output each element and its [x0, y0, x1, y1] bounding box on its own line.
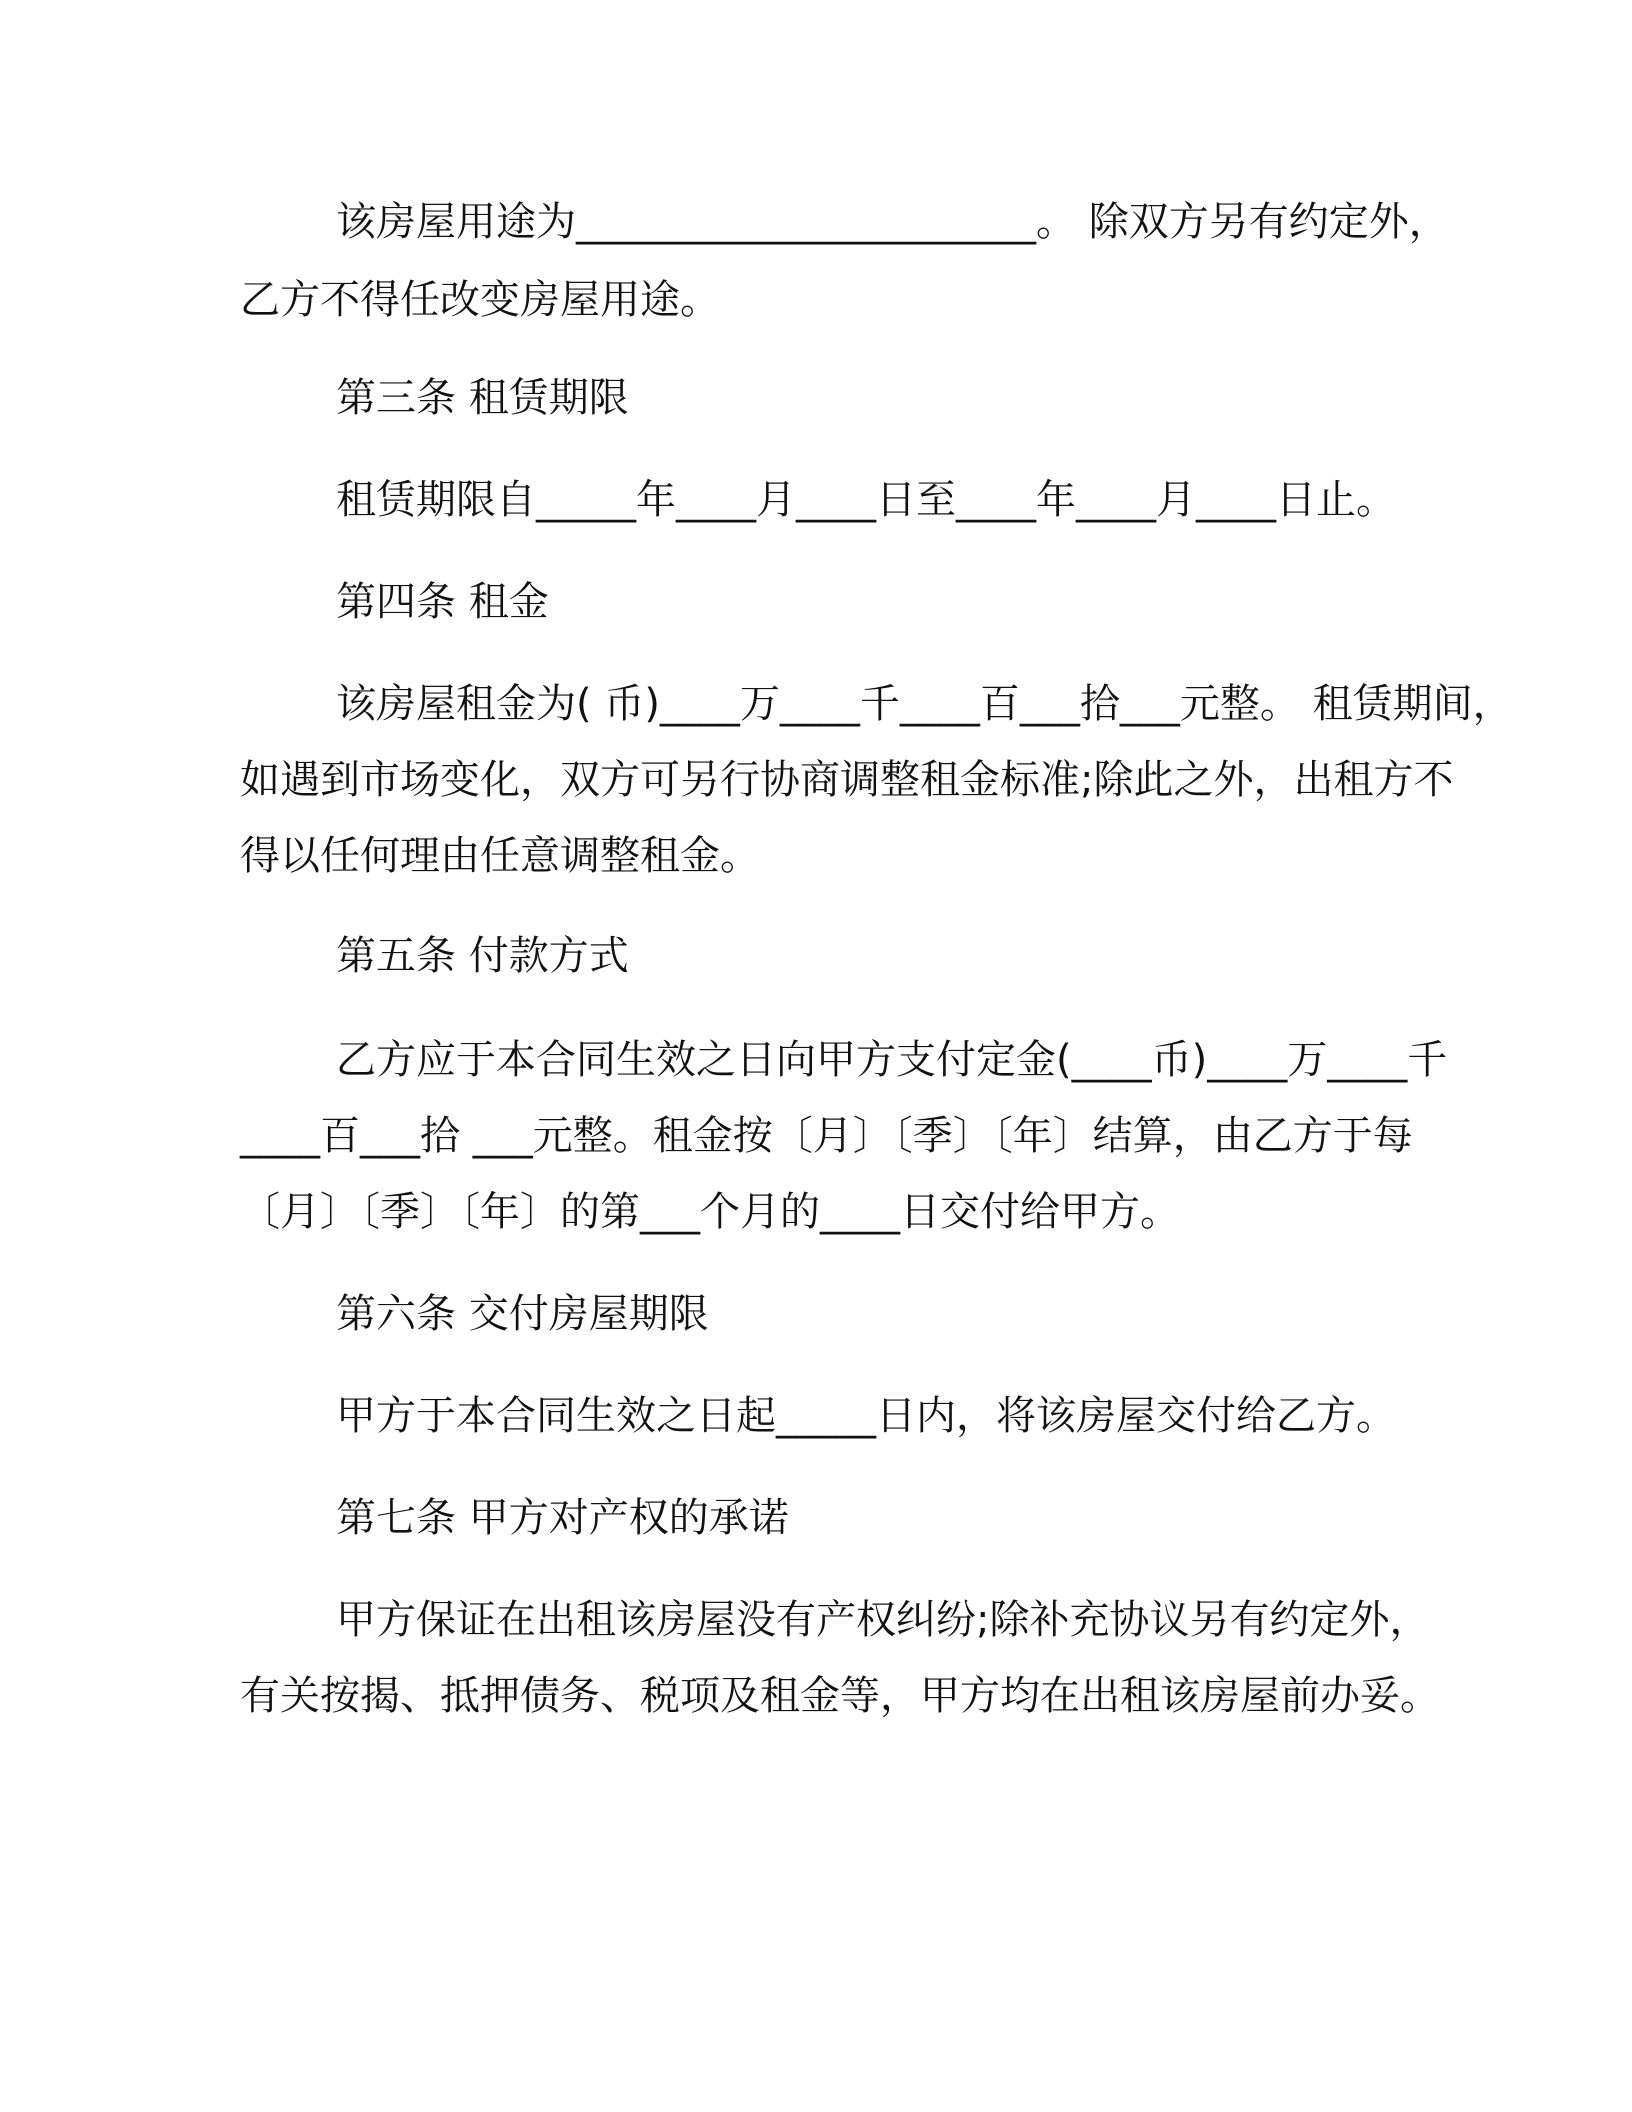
article-3-heading: 第三条 租赁期限	[336, 375, 629, 421]
delivery-line: 甲方于本合同生效之日起_____日内，将该房屋交付给乙方。	[336, 1393, 1396, 1439]
payment-line-1: 乙方应于本合同生效之日向甲方支付定金(____币)____万____千	[336, 1037, 1448, 1083]
rent-line-3: 得以任何理由任意调整租金。	[240, 833, 760, 879]
property-line-1: 甲方保证在出租该房屋没有产权纠纷;除补充协议另有约定外，	[336, 1597, 1430, 1643]
property-line-2: 有关按揭、抵押债务、税项及租金等，甲方均在出租该房屋前办妥。	[240, 1673, 1440, 1719]
payment-line-2: ____百___拾 ___元整。租金按〔月〕〔季〕〔年〕结算，由乙方于每	[240, 1113, 1413, 1159]
article-5-heading: 第五条 付款方式	[336, 933, 629, 979]
lease-term-line: 租赁期限自_____年____月____日至____年____月____日止。	[336, 477, 1396, 523]
payment-line-3: 〔月〕〔季〕〔年〕的第___个月的____日交付给甲方。	[240, 1189, 1180, 1235]
usage-line-1: 该房屋用途为_______________________。 除双方另有约定外，	[336, 199, 1449, 245]
usage-line-2: 乙方不得任改变房屋用途。	[240, 277, 720, 323]
article-6-heading: 第六条 交付房屋期限	[336, 1291, 709, 1337]
rent-line-2: 如遇到市场变化，双方可另行协商调整租金标准;除此之外，出租方不	[240, 757, 1454, 803]
article-7-heading: 第七条 甲方对产权的承诺	[336, 1495, 789, 1541]
article-4-heading: 第四条 租金	[336, 579, 549, 625]
rent-line-1: 该房屋租金为( 币)____万____千____百___拾___元整。 租赁期间，	[336, 681, 1513, 727]
